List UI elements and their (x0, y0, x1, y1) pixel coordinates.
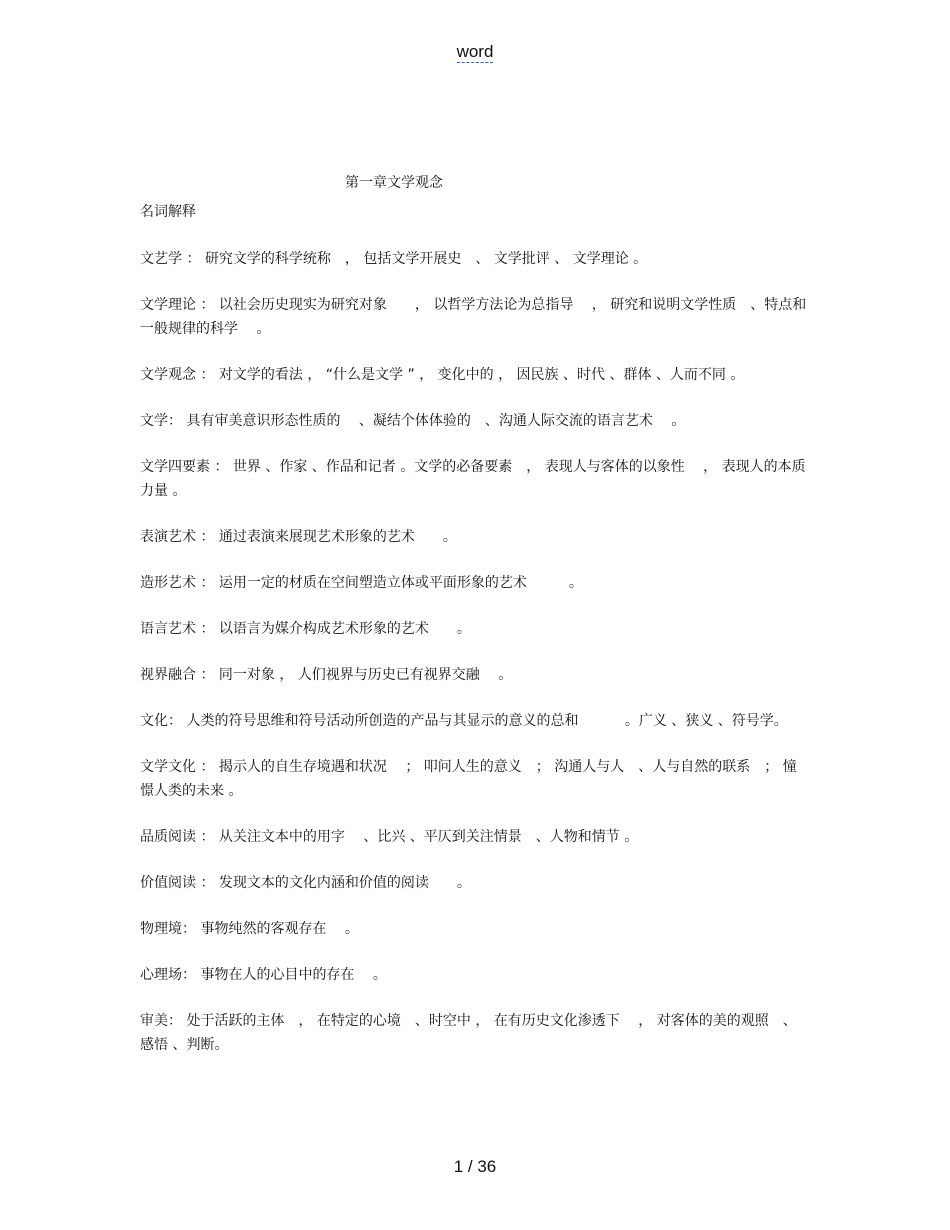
definition-entry: 文学理论 ： 以社会历史现实为研究对象 ， 以哲学方法论为总指导 ， 研究和说明文学性质 、特点和一般规律的科学 。 (140, 297, 807, 337)
definition-entry: 文学文化 ： 揭示人的自生存境遇和状况 ； 叩问人生的意义 ； 沟通人与人 、人与自然的联系 ； 憧憬人类的未来 。 (140, 759, 797, 799)
page-header (0, 42, 950, 62)
definition-entry: 文学： 具有审美意识形态性质的 、凝结个体体验的 、沟通人际交流的语言艺术 。 (140, 413, 686, 429)
section-title: 名词解释 (140, 204, 196, 220)
definition-entry: 文学观念 ： 对文学的看法 ， “什么是文学 ” ， 变化中的 ， 因民族 、时代 、群体 、人而不同 。 (140, 367, 745, 383)
page-number: 1 / 36 (453, 1157, 497, 1176)
definition-entry: 文化： 人类的符号思维和符号活动所创造的产品与其显示的意义的总和 。广义 、狭义 、符号学。 (140, 713, 788, 729)
header-label: word (456, 42, 494, 61)
definition-entry: 审美： 处于活跃的主体 ， 在特定的心境 、时空中 ， 在有历史文化渗透下 ， 对客体的美的观照 、感悟 、判断。 (140, 1013, 797, 1053)
definition-entry: 语言艺术 ： 以语言为媒介构成艺术形象的艺术 。 (140, 621, 471, 637)
definition-entry: 价值阅读 ： 发现文本的文化内涵和价值的阅读 。 (140, 875, 471, 891)
definition-entry: 心理场： 事物在人的心目中的存在 。 (140, 967, 387, 983)
chapter-title: 第一章文学观念 (345, 175, 443, 191)
definition-entry: 文艺学 ： 研究文学的科学统称 ， 包括文学开展史 、 文学批评 、 文学理论 。 (140, 251, 648, 267)
definition-entry: 品质阅读 ： 从关注文本中的用字 、比兴 、平仄到关注情景 、人物和情节 。 (140, 829, 639, 845)
definition-entry: 表演艺术 ： 通过表演来展现艺术形象的艺术 。 (140, 529, 457, 545)
definition-entry: 文学四要素 ： 世界 、作家 、作品和记者 。文学的必备要素 ， 表现人与客体的以象性 ， 表现人的本质力量 。 (140, 459, 806, 499)
definition-entry: 造形艺术 ： 运用一定的材质在空间塑造立体或平面形象的艺术 。 (140, 575, 583, 591)
definition-entry: 物理境： 事物纯然的客观存在 。 (140, 921, 359, 937)
definition-list (140, 247, 810, 1079)
definition-entry: 视界融合 ： 同一对象 ， 人们视界与历史已有视界交融 。 (140, 667, 513, 683)
